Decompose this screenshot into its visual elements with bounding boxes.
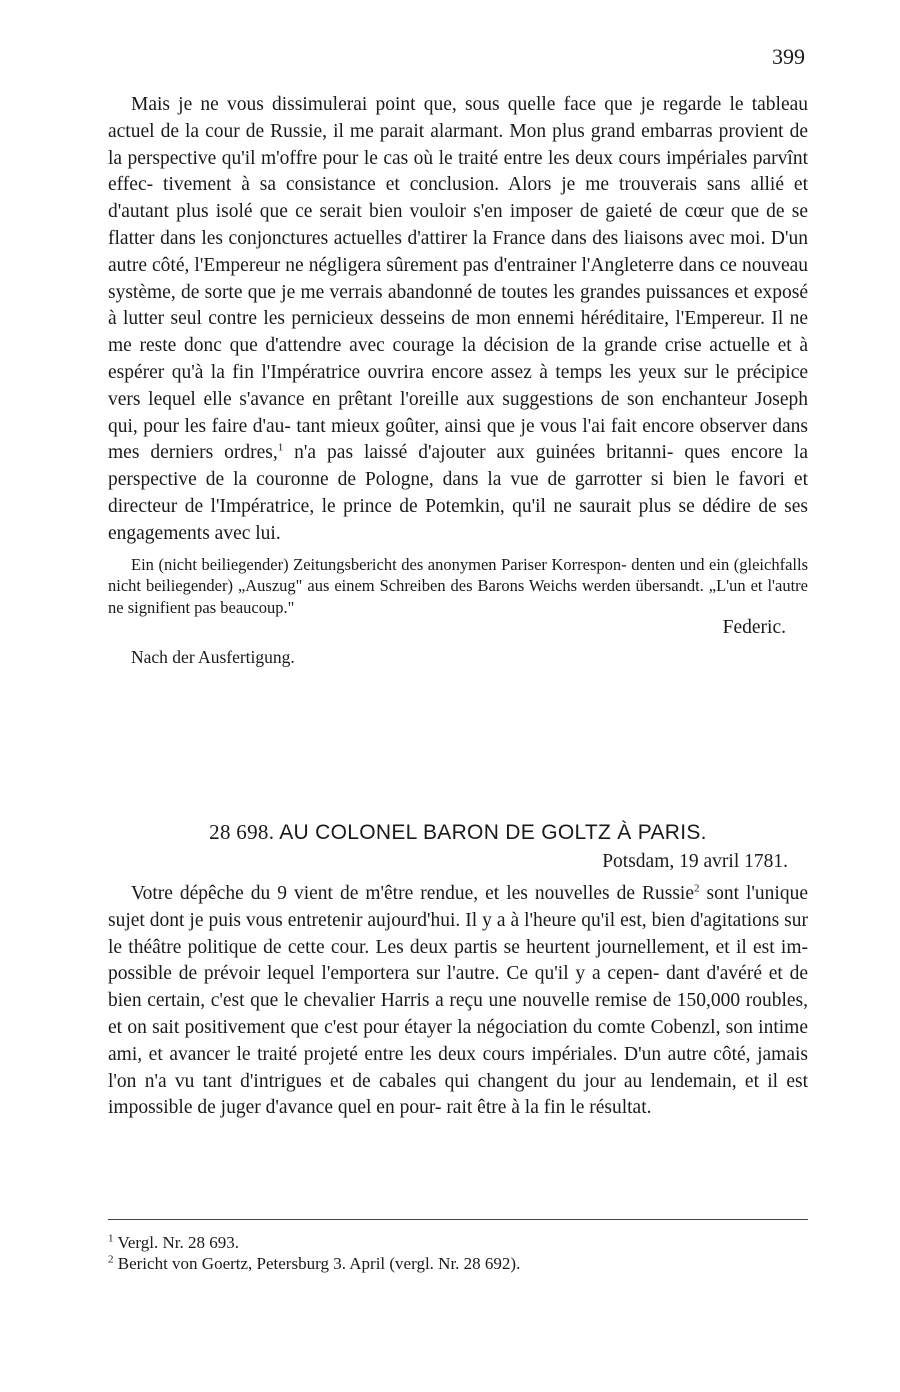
source-note: Nach der Ausfertigung. [131, 646, 295, 667]
text-line: c'est pour étayer la négociation du comte Cobenzl, son intime ami, et [108, 1016, 809, 1065]
text-line: desseins de mon ennemi héréditaire, l'Empereur. Il ne me reste donc [108, 308, 808, 357]
letter-body-paragraph [108, 92, 808, 548]
text-line: et à espérer qu'à la fin l'Impératrice ouvrira encore assez à temps [108, 335, 808, 383]
page-number: 399 [772, 44, 805, 69]
text-line: ques encore la perspective de la couronne de Pologne, dans la vue [108, 442, 808, 491]
editor-note [108, 554, 808, 619]
text-line: possible de prévoir lequel l'emportera sur l'autre. Ce qu'il y a cepen- [108, 963, 660, 985]
text-line: gaieté de cœur que de se flatter dans les conjonctures actuelles [108, 201, 808, 249]
footnote-mark: 2 [108, 1253, 114, 1266]
letter-continuation [108, 92, 808, 668]
text-line: allié et d'autant plus isolé que ce serait bien vouloir s'en imposer de [108, 174, 809, 223]
text-line: d'attirer la France dans des liaisons avec moi. D'un autre côté, [108, 227, 808, 276]
text-line: une nouvelle remise de 150,000 roubles, et on sait positivement que [108, 990, 808, 1038]
footnotes [108, 1232, 808, 1274]
note-line: beaucoup." [220, 598, 295, 618]
note-line: denten und ein (gleichfalls nicht beiliegender) „Auszug" aus einem Schreiben [108, 554, 809, 596]
text-line: jour au lendemain, et il est impossible de juger d'avance quel en pour- [108, 1070, 809, 1119]
text-line: cette cour. Les deux partis se heurtent journellement, et il est im- [287, 936, 808, 958]
text-line: les grandes puissances et exposé à lutter seul contre les pernicieux [108, 281, 808, 330]
text-line: l'Empereur ne négligera sûrement pas d'entrainer l'Angleterre dans [194, 254, 715, 276]
text-line: n'a pas laissé d'ajouter aux guinées britanni- [283, 442, 674, 464]
text-line: les yeux sur le précipice vers lequel elle s'avance en prêtant l'oreille [108, 361, 809, 410]
footnote-text: Vergl. Nr. 28 693. [117, 1233, 239, 1252]
note-line: Ein (nicht beiliegender) Zeitungsbericht des anonymen Pariser Korrespon- [131, 554, 627, 574]
text-line: ce nouveau système, de sorte que je me verrais abandonné de toutes [108, 254, 809, 303]
note-line: des Barons Weichs werden übersandt. „L'un et l'autre ne signifient pas [108, 576, 808, 618]
footnote-text: Bericht von Goertz, Petersburg 3. April (vergl. Nr. 28 692). [117, 1254, 521, 1273]
text-line: aux suggestions de son enchanteur Joseph qui, pour les faire d'au- [108, 388, 808, 437]
text-line: mes derniers ordres, [108, 442, 278, 464]
text-line: de Potemkin, qu'il ne saurait plus se dédire de ses engagements avec lui. [108, 495, 808, 544]
footnote-mark: 1 [108, 1232, 114, 1245]
text-line: Il y a à l'heure qu'il est, bien d'agitations sur le théâtre politique de [108, 909, 808, 958]
letter-body-paragraph [108, 881, 808, 1122]
text-line: Votre dépêche du 9 vient de m'être rendue, et les nouvelles de [131, 883, 635, 904]
footnote-1 [108, 1232, 808, 1253]
text-line: de garrotter si bien le favori et directeur de l'Impératrice, le prince [108, 469, 808, 517]
text-line: côté, jamais l'on n'a vu tant d'intrigues et de cabales qui changent du [108, 1043, 809, 1092]
text-line: sont l'unique sujet dont je puis vous entretenir aujourd'hui. [108, 883, 809, 931]
text-line: pour le cas où le traité entre les deux cours impériales parvînt effec- [108, 147, 808, 196]
letter-heading [108, 820, 808, 845]
letter-number: 28 698. [209, 820, 275, 844]
text-line: tivement à sa consistance et conclusion. Alors je me trouverais sans [163, 174, 741, 196]
footnote-2 [108, 1253, 808, 1274]
footnote-marker: 2 [694, 882, 700, 895]
text-line: que d'attendre avec courage la décision de la grande crise actuelle [229, 335, 770, 357]
text-line: tant mieux goûter, ainsi que je vous l'ai fait encore observer dans [296, 415, 809, 437]
text-line: dant d'avéré et de bien certain, c'est que le chevalier Harris a reçu [108, 963, 809, 1012]
text-line: Mais je ne vous dissimulerai point que, sous quelle face que je [131, 94, 655, 115]
text-line: avancer le traité projeté entre les deux cours impériales. D'un autre [169, 1043, 707, 1065]
letter-28698 [108, 820, 808, 1122]
text-line: Mon plus grand embarras provient de la perspective qu'il m'offre [108, 120, 809, 169]
footnote-divider [108, 1219, 808, 1220]
text-line: rait être à la fin le résultat. [446, 1097, 652, 1119]
signature: Federic. [722, 616, 786, 638]
letter-title: AU COLONEL BARON DE GOLTZ À PARIS. [279, 821, 707, 844]
footnote-marker: 1 [277, 441, 284, 454]
text-line: regarde le tableau actuel de la cour de Russie, il me parait alarmant. [108, 94, 808, 142]
dateline: Potsdam, 19 avril 1781. [602, 851, 788, 872]
text-line: Russie [642, 883, 695, 904]
